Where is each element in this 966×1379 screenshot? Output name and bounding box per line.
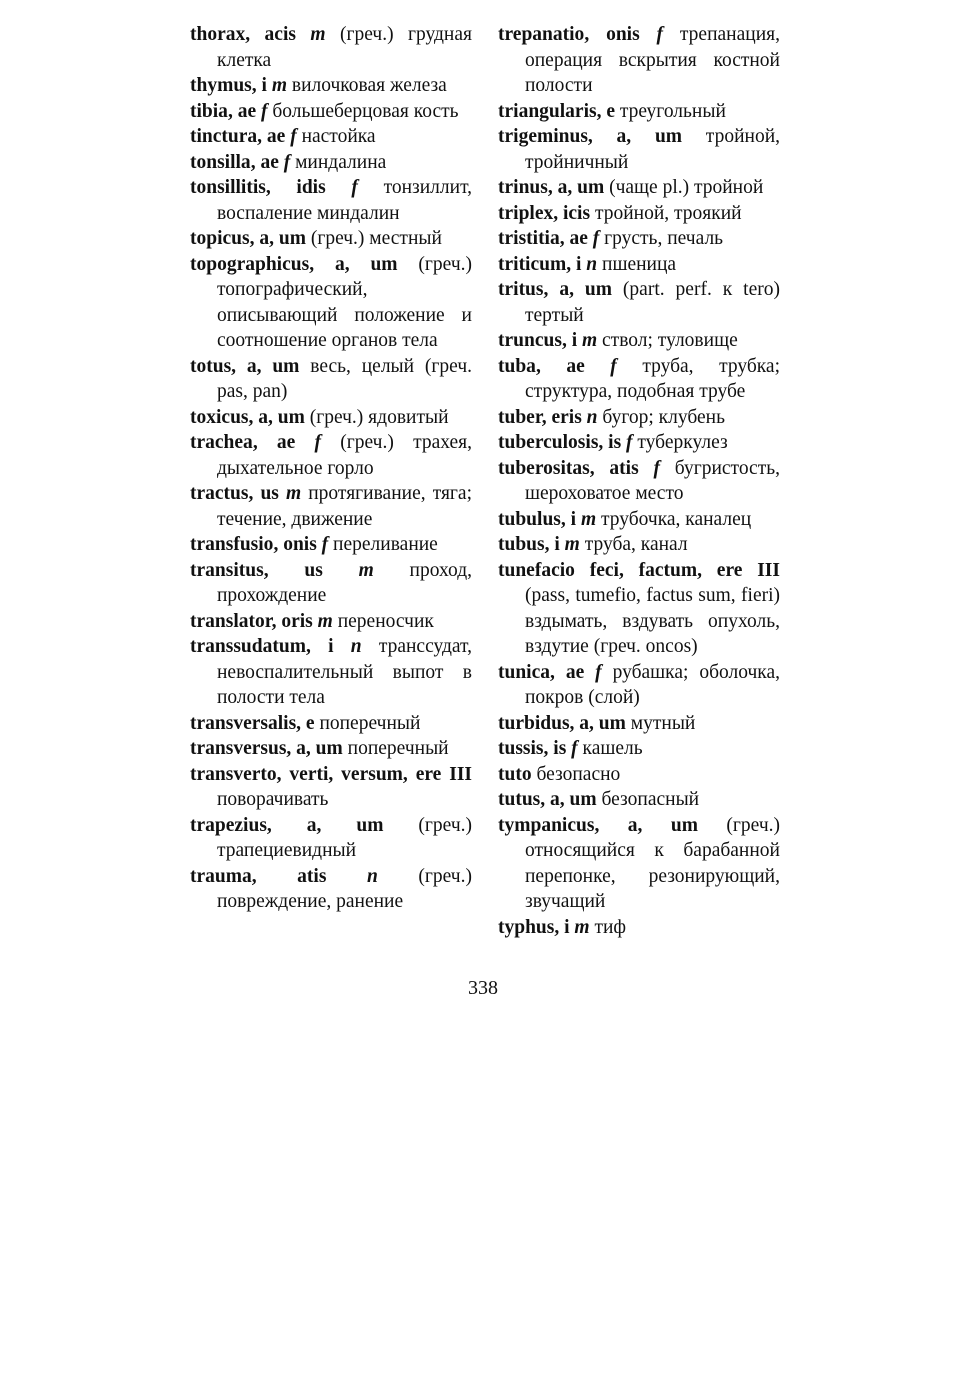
headword: tuberculosis <box>498 432 599 453</box>
grammar-forms: , a, um <box>286 738 343 759</box>
dictionary-entry <box>190 252 472 354</box>
headword: tristitia <box>498 228 560 249</box>
grammar-forms: , a, um <box>547 177 605 198</box>
headword: tibia <box>190 100 228 122</box>
translation: переливание <box>328 534 438 555</box>
dictionary-entry <box>190 175 472 226</box>
headword: thymus <box>190 75 252 96</box>
headword: topicus <box>190 228 250 249</box>
headword: transversus <box>190 738 287 759</box>
gender-marker: n <box>581 406 598 428</box>
headword: tuba <box>498 355 536 377</box>
grammar-forms: , i <box>251 75 267 96</box>
translation: (pass, tumefio, factus sum, fieri) вздымать, вздувать опухоль, вздутие (греч. oncos) <box>525 585 780 657</box>
gender-marker: f <box>316 534 329 555</box>
grammar-forms: , is <box>543 738 567 759</box>
dictionary-entry <box>498 405 780 431</box>
translation: тройной, тройничный <box>525 126 780 173</box>
grammar-forms: , atis <box>589 457 639 479</box>
headword: tympanicus <box>498 814 595 836</box>
right-column <box>498 22 780 940</box>
grammar-forms: , onis <box>584 24 640 45</box>
grammar-forms: , onis <box>273 534 317 555</box>
translation: настойка <box>296 126 376 147</box>
dictionary-entry <box>498 22 780 99</box>
headword: tubus <box>498 534 545 555</box>
dictionary-entry <box>190 73 472 99</box>
headword: trauma <box>190 865 252 887</box>
headword: turbidus <box>498 712 570 734</box>
gender-marker: m <box>266 75 287 96</box>
dictionary-entry <box>498 532 780 558</box>
translation: (чаще pl.) тройной <box>604 177 764 198</box>
dictionary-entry <box>190 405 472 431</box>
translation: бугор; клубень <box>597 406 725 428</box>
dictionary-entry <box>190 711 472 737</box>
translation: транссудат, невоспалительный выпот в полости тела <box>217 636 472 708</box>
gender-marker: f <box>285 126 297 147</box>
dictionary-entry <box>498 328 780 354</box>
dictionary-entry <box>190 762 472 813</box>
dictionary-entry <box>498 915 780 941</box>
translation: (греч.) трахея, дыхательное горло <box>217 432 473 479</box>
grammar-forms: , a, um <box>309 253 398 275</box>
gender-marker: n <box>326 865 378 887</box>
translation: весь, целый (греч. pas, pan) <box>217 355 473 402</box>
headword: tritus <box>498 279 544 300</box>
translation: бугристость, шероховатое место <box>525 457 781 504</box>
headword: tonsilla <box>190 151 251 173</box>
translation: переносчик <box>332 610 434 632</box>
dictionary-entry <box>498 252 780 278</box>
translation: безопасный <box>596 789 700 810</box>
headword: totus <box>190 355 232 377</box>
dictionary-entry <box>498 660 780 711</box>
gender-marker: n <box>581 253 598 275</box>
gender-marker: m <box>559 534 580 555</box>
dictionary-entry <box>190 430 472 481</box>
dictionary-entry <box>498 124 780 175</box>
gender-marker: m <box>295 24 326 45</box>
dictionary-entry <box>498 787 780 813</box>
headword: tuto <box>498 763 532 785</box>
headword: tractus <box>190 483 249 504</box>
headword: trapezius <box>190 814 267 836</box>
headword: transfusio <box>190 534 274 555</box>
translation: (греч.) топографический, описывающий положение и соотношение органов тела <box>217 253 473 351</box>
translation: пшеница <box>597 253 677 275</box>
dictionary-entry <box>498 277 780 328</box>
translation: трепанация, операция вскрытия костной полости <box>525 24 780 96</box>
grammar-forms: , a, um <box>266 814 384 836</box>
grammar-forms: , ae <box>227 100 257 122</box>
grammar-forms: , oris <box>271 610 313 632</box>
dictionary-entry <box>498 711 780 737</box>
grammar-forms: , ae <box>550 661 585 683</box>
translation: рубашка; оболочка, покров (слой) <box>525 661 780 708</box>
gender-marker: f <box>256 100 268 122</box>
dictionary-entry <box>190 150 472 176</box>
dictionary-entry <box>498 813 780 915</box>
dictionary-entry <box>498 226 780 252</box>
translation: поворачивать <box>217 789 329 810</box>
headword: transverto <box>190 763 277 785</box>
gender-marker: m <box>322 559 374 581</box>
headword: triangularis <box>498 100 597 122</box>
grammar-forms: , a, um <box>594 814 698 836</box>
headword: typhus <box>498 916 555 938</box>
grammar-forms: , us <box>248 483 279 504</box>
headword: truncus <box>498 330 562 351</box>
headword: translator <box>190 610 272 632</box>
dictionary-entry <box>498 507 780 533</box>
grammar-forms: , ae <box>257 126 286 147</box>
grammar-forms: , a, um <box>249 228 306 249</box>
headword: tuber <box>498 406 542 428</box>
translation: большеберцовая кость <box>267 100 459 122</box>
translation: кашель <box>577 738 643 759</box>
headword: tuberositas <box>498 457 590 479</box>
dictionary-entry <box>190 864 472 915</box>
grammar-forms: , ae <box>559 228 588 249</box>
headword: transitus <box>190 559 264 581</box>
gender-marker: m <box>312 610 333 632</box>
grammar-forms: , ae <box>252 432 296 453</box>
headword: tunefacio <box>498 559 575 581</box>
grammar-forms: , i <box>554 916 570 938</box>
dictionary-entry <box>190 609 472 635</box>
translation: вилочковая железа <box>287 75 447 96</box>
gender-marker: f <box>587 228 600 249</box>
headword: tubulus <box>498 508 561 530</box>
headword: tutus <box>498 789 541 810</box>
gender-marker: f <box>566 738 578 759</box>
grammar-forms: , a, um <box>543 279 612 300</box>
gender-marker: f <box>621 432 633 453</box>
translation: (греч.) трапециевидный <box>217 814 472 861</box>
dictionary-entry <box>498 175 780 201</box>
grammar-forms: , a, um <box>231 355 300 377</box>
grammar-forms: , a, um <box>569 712 626 734</box>
translation: (греч.) местный <box>305 228 442 249</box>
grammar-forms: , i <box>560 508 577 530</box>
headword: tinctura <box>190 126 258 147</box>
translation: тонзиллит, воспаление миндалин <box>217 177 472 224</box>
gender-marker: f <box>638 457 660 479</box>
gender-marker: f <box>295 432 322 453</box>
grammar-forms: , us <box>263 559 323 581</box>
translation: миндалина <box>290 151 387 173</box>
grammar-forms: , eris <box>541 406 582 428</box>
translation: туберкулез <box>632 432 728 453</box>
grammar-forms: , ae <box>535 355 585 377</box>
gender-marker: m <box>577 330 598 351</box>
headword: transsudatum <box>190 636 306 657</box>
grammar-forms: , e <box>596 100 615 122</box>
translation: труба, трубка; структура, подобная трубе <box>525 355 781 402</box>
translation: (греч.) повреждение, ранение <box>217 865 472 912</box>
grammar-forms: , a, um <box>540 789 597 810</box>
grammar-forms: , idis <box>265 177 326 198</box>
gender-marker: f <box>325 177 358 198</box>
gender-marker: f <box>584 661 602 683</box>
translation: грусть, печаль <box>599 228 724 249</box>
translation: (греч.) грудная клетка <box>217 24 472 71</box>
translation: поперечный <box>342 738 449 759</box>
dictionary-entry <box>190 481 472 532</box>
grammar-forms: , icis <box>553 202 591 224</box>
grammar-forms: , i <box>566 253 582 275</box>
translation: труба, канал <box>579 534 688 555</box>
dictionary-entry <box>190 226 472 252</box>
dictionary-entry <box>190 124 472 150</box>
dictionary-entry <box>498 430 780 456</box>
translation: (part. perf. к tero) тертый <box>525 279 780 326</box>
translation: треугольный <box>615 100 726 122</box>
translation: мутный <box>625 712 696 734</box>
dictionary-entry <box>498 456 780 507</box>
headword: thorax <box>190 24 246 45</box>
headword: toxicus <box>190 406 249 428</box>
grammar-forms: , e <box>296 712 315 734</box>
headword: topographicus <box>190 253 310 275</box>
gender-marker: n <box>333 636 362 657</box>
grammar-forms: , i <box>561 330 578 351</box>
dictionary-entry <box>498 558 780 660</box>
headword: tunica <box>498 661 551 683</box>
headword: trepanatio <box>498 24 585 45</box>
dictionary-entry <box>498 201 780 227</box>
grammar-forms: , i <box>544 534 560 555</box>
dictionary-entry <box>190 813 472 864</box>
left-column <box>190 22 472 915</box>
dictionary-entry <box>190 22 472 73</box>
gender-marker: f <box>639 24 664 45</box>
grammar-forms: , acis <box>245 24 296 45</box>
dictionary-entry <box>190 532 472 558</box>
translation: ствол; туловище <box>597 330 738 351</box>
grammar-forms: , verti, versum, ere III <box>276 763 472 785</box>
dictionary-entry <box>190 99 472 125</box>
gender-marker: m <box>278 483 302 504</box>
headword: trinus <box>498 177 548 198</box>
translation: трубочка, каналец <box>596 508 752 530</box>
gender-marker: f <box>584 355 617 377</box>
grammar-forms: , i <box>305 636 334 657</box>
headword: transversalis <box>190 712 297 734</box>
gender-marker: f <box>278 151 291 173</box>
dictionary-entry <box>190 354 472 405</box>
translation: (греч.) относящийся к барабанной перепонке, резонирующий, звучащий <box>525 814 780 912</box>
grammar-forms: , a, um <box>248 406 305 428</box>
translation: протягивание, тяга; течение, движение <box>217 483 472 530</box>
translation: безопасно <box>531 763 621 785</box>
headword: tussis <box>498 738 544 759</box>
headword: triticum <box>498 253 567 275</box>
grammar-forms: , atis <box>251 865 327 887</box>
dictionary-entry <box>498 762 780 788</box>
headword: trigeminus <box>498 126 588 147</box>
grammar-forms: feci, factum, ere III <box>574 559 780 581</box>
headword: triplex <box>498 202 554 224</box>
translation: (греч.) ядовитый <box>304 406 449 428</box>
grammar-forms: , ae <box>250 151 279 173</box>
translation: поперечный <box>314 712 421 734</box>
dictionary-entry <box>498 736 780 762</box>
dictionary-entry <box>498 354 780 405</box>
dictionary-entry <box>190 634 472 711</box>
translation: тройной, трoякий <box>590 202 742 224</box>
grammar-forms: , a, um <box>587 126 683 147</box>
translation: тиф <box>589 916 627 938</box>
headword: trachea <box>190 432 253 453</box>
translation: проход, прохождение <box>217 559 472 606</box>
page-number: 338 <box>468 977 498 999</box>
gender-marker: m <box>576 508 597 530</box>
dictionary-entry <box>498 99 780 125</box>
headword: tonsillitis <box>190 177 266 198</box>
dictionary-entry <box>190 558 472 609</box>
dictionary-entry <box>190 736 472 762</box>
gender-marker: m <box>569 916 590 938</box>
grammar-forms: , is <box>598 432 622 453</box>
